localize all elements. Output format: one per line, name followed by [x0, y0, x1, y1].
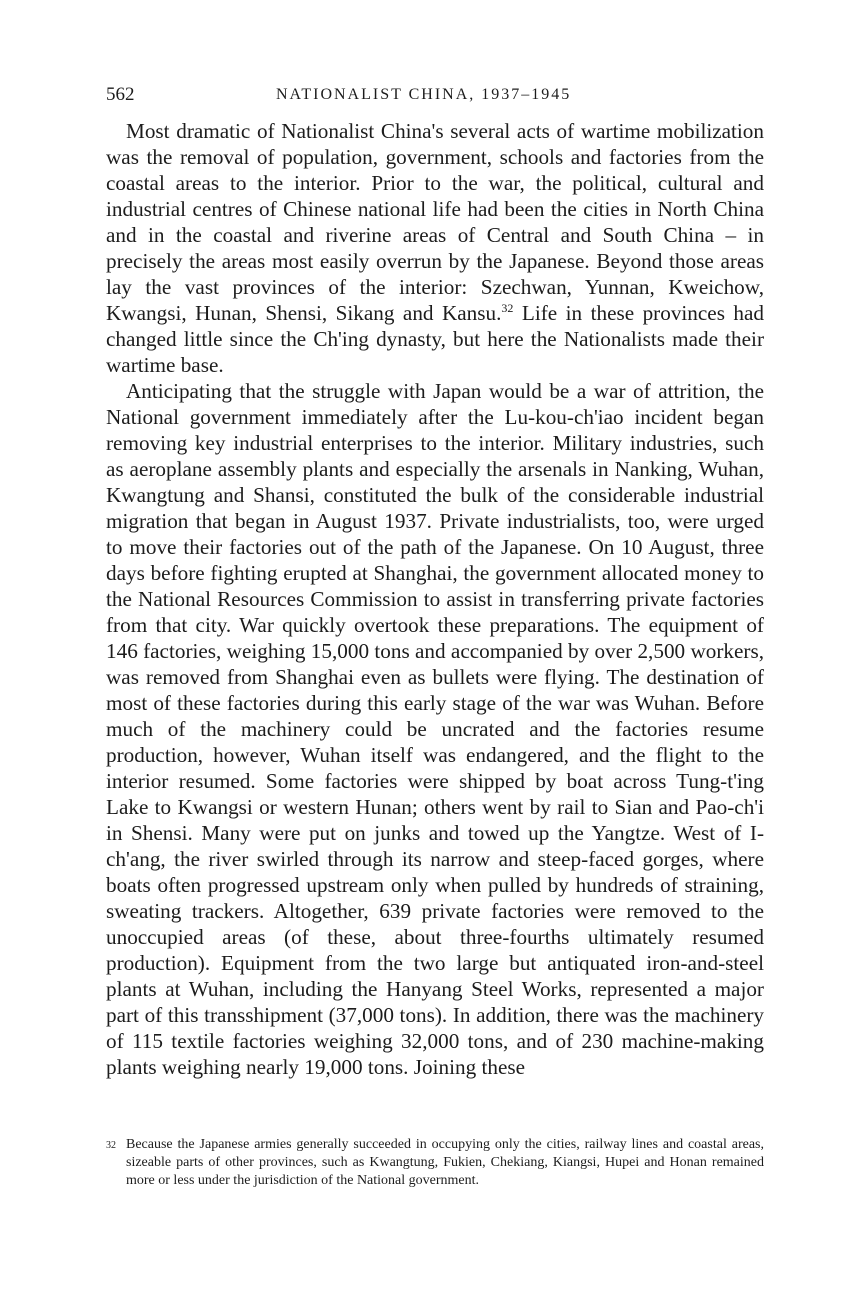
footnote	[106, 1136, 764, 1190]
paragraph-1	[106, 118, 764, 378]
page	[106, 84, 764, 1080]
footnote-mark: 32	[106, 1140, 116, 1151]
footnote-reference[interactable]: 32	[501, 300, 514, 315]
paragraph-1-text-after: Life in these provinces had changed little since the Ch'ing dynasty, but here the Nationalists made their wartime base.	[106, 301, 765, 377]
running-title: NATIONALIST CHINA, 1937–1945	[276, 86, 572, 103]
body-text	[106, 118, 764, 1080]
paragraph-1-text-before: Most dramatic of Nationalist China's several acts of wartime mobilization was the removal of population, government, schools and factories from the coastal areas to the interior. Prior to the war, the political, cultural and industrial centres of Chinese national life had been the cities in North China and in the coastal and riverine areas of Central and South China – in precisely the areas most easily overrun by the Japanese. Beyond those areas lay the vast provinces of the interior: Szechwan, Yunnan, Kweichow, Kwangsi, Hunan, Shensi, Sikang and Kansu.	[106, 119, 764, 325]
running-header	[106, 84, 764, 118]
paragraph-2: Anticipating that the struggle with Japan would be a war of attrition, the National government immediately after the Lu-kou-ch'iao incident began removing key industrial enterprises to the interior. Military industries, such as aeroplane assembly plants and especially the arsenals in Nanking, Wuhan, Kwangtung and Shansi, constituted the bulk of the considerable industrial migration that began in August 1937. Private industrialists, too, were urged to move their factories out of the path of the Japanese. On 10 August, three days before fighting erupted at Shanghai, the government allocated money to the National Resources Commission to assist in transferring private factories from that city. War quickly overtook these preparations. The equipment of 146 factories, weighing 15,000 tons and accompanied by over 2,500 workers, was removed from Shanghai even as bullets were flying. The destination of most of these factories during this early stage of the war was Wuhan. Before much of the machinery could be uncrated and the factories resume production, however, Wuhan itself was endangered, and the flight to the interior resumed. Some factories were shipped by boat across Tung-t'ing Lake to Kwangsi or western Hunan; others went by rail to Sian and Pao-ch'i in Shensi. Many were put on junks and towed up the Yangtze. West of I-ch'ang, the river swirled through its narrow and steep-faced gorges, where boats often progressed upstream only when pulled by hundreds of straining, sweating trackers. Altogether, 639 private factories were removed to the unoccupied areas (of these, about three-fourths ultimately resumed production). Equipment from the two large but antiquated iron-and-steel plants at Wuhan, including the Hanyang Steel Works, represented a major part of this transshipment (37,000 tons). In addition, there was the machinery of 115 textile factories weighing 32,000 tons, and of 230 machine-making plants weighing nearly 19,000 tons. Joining these	[106, 379, 764, 1079]
footnote-text: Because the Japanese armies generally succeeded in occupying only the cities, railway lines and coastal areas, sizeable parts of other provinces, such as Kwangtung, Fukien, Chekiang, Kiangsi, Hupei and Honan remained more or less under the jurisdiction of the National government.	[126, 1137, 764, 1188]
page-number: 562	[106, 84, 135, 105]
